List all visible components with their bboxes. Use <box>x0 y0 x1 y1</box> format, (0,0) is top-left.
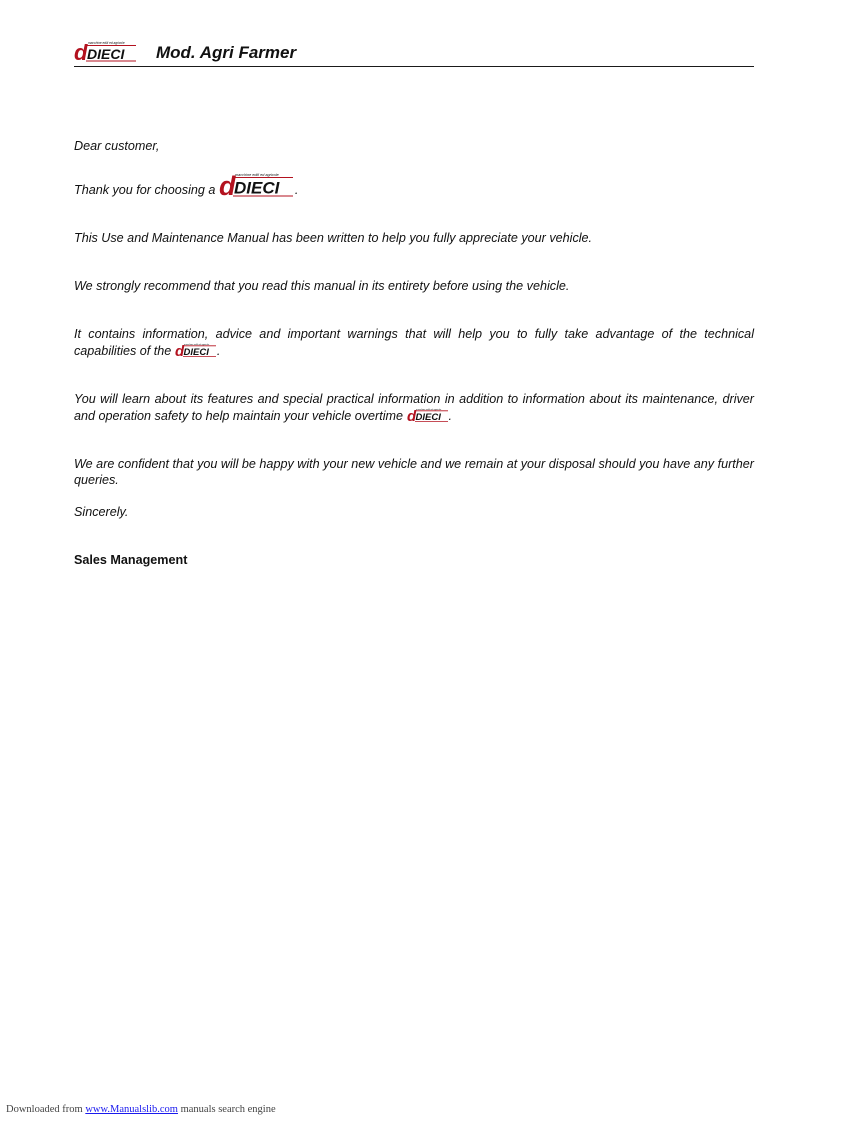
paragraph-features-period: . <box>448 409 453 423</box>
thanks-text: Thank you for choosing a <box>74 183 216 197</box>
page-header <box>74 40 754 67</box>
thanks-line <box>74 171 754 198</box>
paragraph-confidence: We are confident that you will be happy with your new vehicle and we remain at your disposal should you have any further queries. <box>74 457 754 487</box>
paragraph-information-period: . <box>216 344 221 358</box>
letter-body <box>74 138 754 568</box>
closing: Sincerely. <box>74 505 129 519</box>
signature: Sales Management <box>74 553 188 567</box>
thanks-period: . <box>294 183 299 197</box>
svg-text:macchine edili ed agricole: macchine edili ed agricole <box>183 344 209 346</box>
svg-text:d: d <box>406 408 416 422</box>
svg-text:d: d <box>218 171 236 197</box>
footer-suffix: manuals search engine <box>180 1104 276 1115</box>
svg-text:macchine edili ed agricole: macchine edili ed agricole <box>88 41 125 45</box>
greeting: Dear customer, <box>74 139 160 153</box>
svg-text:DIECI: DIECI <box>183 347 209 357</box>
paragraph-information <box>74 326 754 359</box>
svg-text:macchine edili ed agricole: macchine edili ed agricole <box>415 409 441 411</box>
dieci-logo <box>219 171 295 197</box>
download-footer <box>6 1104 276 1115</box>
document-title: Mod. Agri Farmer <box>156 43 297 62</box>
paragraph-features-text: You will learn about its features and special practical information in addition to information about its maintenance, driver and operation safety to help maintain your vehicle overtime <box>74 392 754 423</box>
dieci-logo <box>74 40 138 62</box>
paragraph-read-recommendation: We strongly recommend that you read this manual in its entirety before using the vehicle. <box>74 279 570 293</box>
paragraph-features <box>74 391 754 424</box>
svg-text:DIECI: DIECI <box>233 178 280 197</box>
paragraph-manual-purpose: This Use and Maintenance Manual has been written to help you fully appreciate your vehicle. <box>74 231 593 245</box>
svg-text:d: d <box>74 40 88 62</box>
svg-text:DIECI: DIECI <box>415 412 441 422</box>
footer-prefix: Downloaded from <box>6 1104 83 1115</box>
dieci-logo <box>407 407 449 422</box>
svg-text:macchine edili ed agricole: macchine edili ed agricole <box>234 173 279 177</box>
manualslib-link[interactable]: www.Manualslib.com <box>85 1104 178 1115</box>
paragraph-information-text: It contains information, advice and important warnings that will help you to fully take advantage of the technical capabilities of the <box>74 327 754 358</box>
dieci-logo <box>175 342 217 357</box>
svg-text:d: d <box>174 343 184 357</box>
svg-text:DIECI: DIECI <box>87 46 125 62</box>
